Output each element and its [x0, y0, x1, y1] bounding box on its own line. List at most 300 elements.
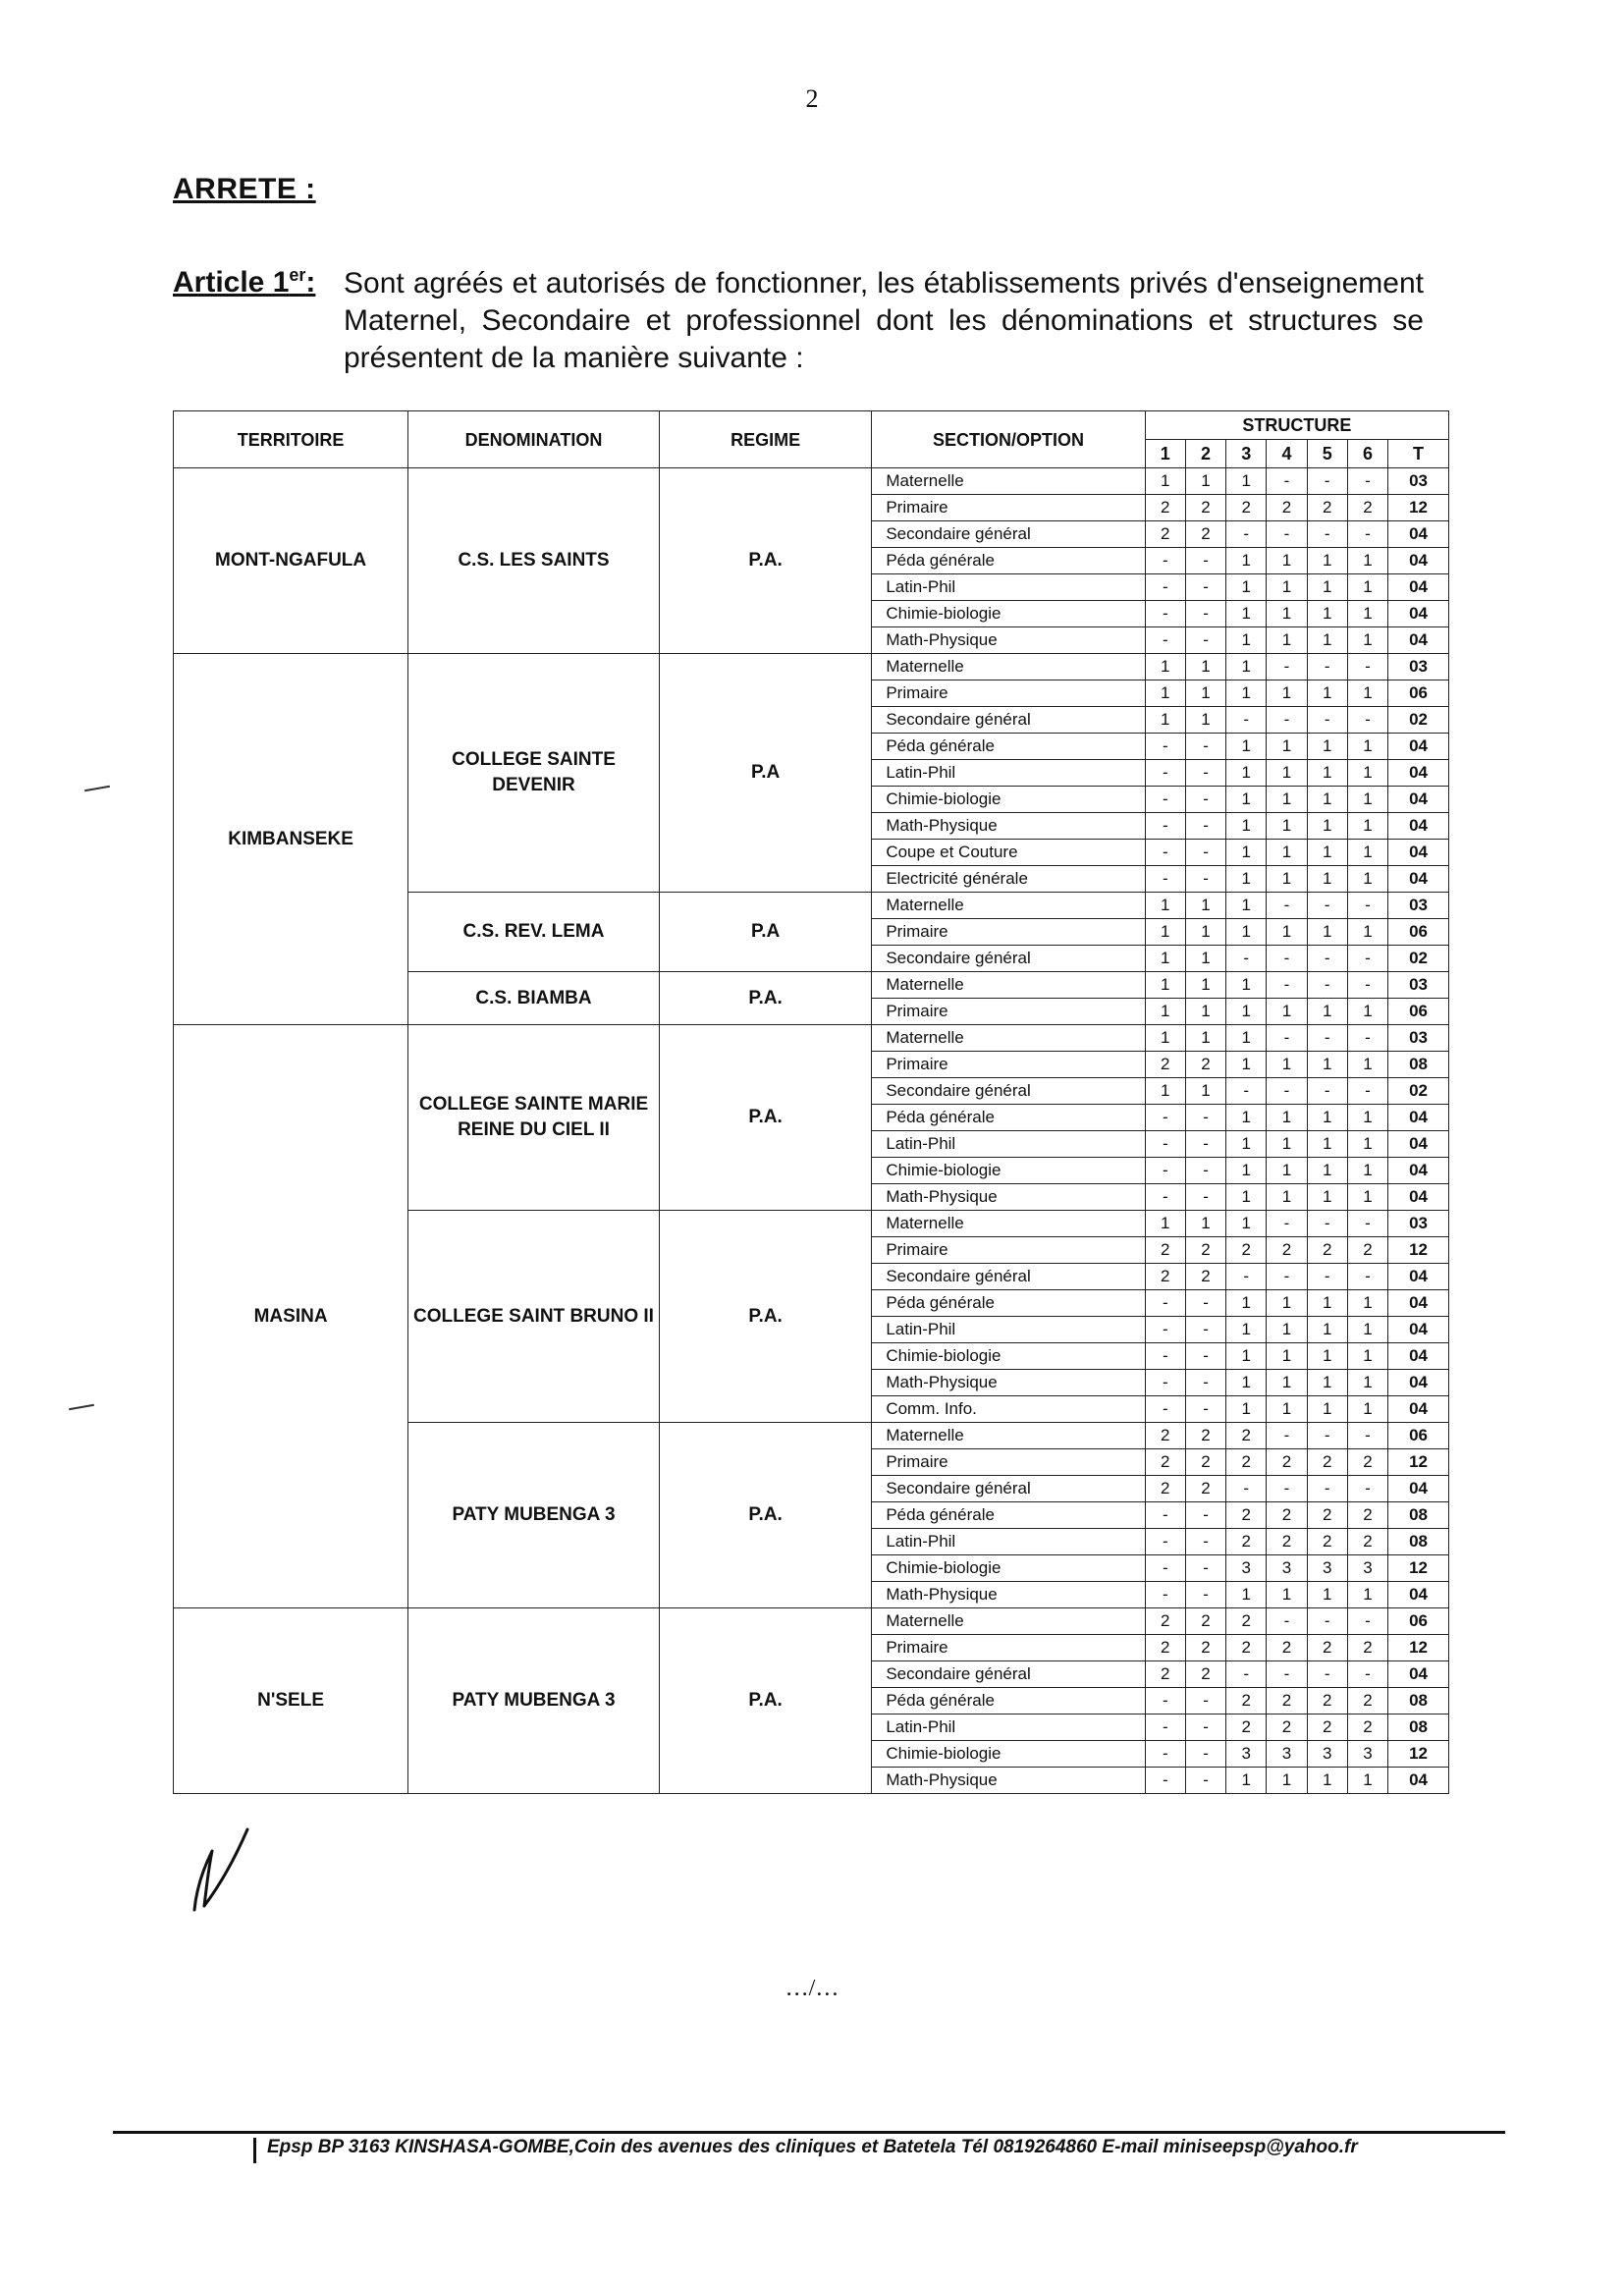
- structure-value: 1: [1226, 813, 1267, 840]
- header-structure: STRUCTURE: [1145, 411, 1448, 440]
- structure-value: -: [1226, 1476, 1267, 1502]
- structure-value: 1: [1267, 1370, 1307, 1396]
- structure-value: -: [1185, 1741, 1225, 1768]
- structure-value: -: [1145, 548, 1185, 574]
- structure-value: 2: [1267, 1237, 1307, 1264]
- structure-value: 2: [1307, 1714, 1347, 1741]
- section-option: Latin-Phil: [872, 1714, 1145, 1741]
- structure-value: 1: [1226, 1343, 1267, 1370]
- structure-value: 2: [1145, 1237, 1185, 1264]
- structure-value: -: [1185, 840, 1225, 866]
- structure-value: -: [1185, 1317, 1225, 1343]
- structure-total: 12: [1388, 1635, 1449, 1661]
- structure-value: 1: [1185, 919, 1225, 946]
- section-option: Secondaire général: [872, 707, 1145, 734]
- structure-value: -: [1307, 946, 1347, 972]
- structure-value: -: [1145, 1158, 1185, 1184]
- structure-value: 1: [1307, 734, 1347, 760]
- structure-value: 2: [1267, 1529, 1307, 1555]
- structure-value: 1: [1307, 919, 1347, 946]
- structure-total: 04: [1388, 627, 1449, 654]
- structure-value: -: [1226, 707, 1267, 734]
- section-option: Secondaire général: [872, 1078, 1145, 1105]
- structure-value: 2: [1267, 1688, 1307, 1714]
- table-row: [174, 654, 1449, 680]
- structure-total: 03: [1388, 468, 1449, 495]
- structure-value: 1: [1226, 1052, 1267, 1078]
- structure-value: 1: [1267, 1105, 1307, 1131]
- section-option: Secondaire général: [872, 1476, 1145, 1502]
- structure-value: 2: [1307, 1237, 1347, 1264]
- structure-value: 2: [1226, 1529, 1267, 1555]
- structure-value: 1: [1226, 1105, 1267, 1131]
- structure-value: 2: [1145, 1423, 1185, 1449]
- structure-value: 1: [1267, 1582, 1307, 1608]
- structure-total: 04: [1388, 734, 1449, 760]
- structure-value: 2: [1145, 1264, 1185, 1290]
- structure-value: 1: [1226, 919, 1267, 946]
- structure-value: 1: [1347, 1105, 1387, 1131]
- structure-value: 1: [1267, 1184, 1307, 1211]
- structure-value: 1: [1267, 760, 1307, 787]
- structure-value: -: [1307, 1608, 1347, 1635]
- structure-value: 2: [1185, 1661, 1225, 1688]
- structure-total: 12: [1388, 1237, 1449, 1264]
- structure-value: 1: [1145, 654, 1185, 680]
- structure-value: 1: [1185, 468, 1225, 495]
- section-option: Maternelle: [872, 1211, 1145, 1237]
- structure-value: -: [1185, 1502, 1225, 1529]
- section-option: Primaire: [872, 1052, 1145, 1078]
- structure-value: 1: [1226, 1317, 1267, 1343]
- structure-value: 1: [1267, 680, 1307, 707]
- structure-total: 04: [1388, 866, 1449, 893]
- structure-total: 02: [1388, 1078, 1449, 1105]
- structure-value: 1: [1267, 999, 1307, 1025]
- structure-value: -: [1185, 1555, 1225, 1582]
- structure-value: 3: [1347, 1555, 1387, 1582]
- structure-total: 04: [1388, 1131, 1449, 1158]
- structure-value: 1: [1145, 468, 1185, 495]
- structure-value: -: [1185, 574, 1225, 601]
- structure-value: 3: [1307, 1741, 1347, 1768]
- school-regime: P.A.: [659, 1211, 871, 1423]
- structure-value: -: [1185, 1343, 1225, 1370]
- section-option: Péda générale: [872, 1290, 1145, 1317]
- structure-value: -: [1145, 734, 1185, 760]
- structure-value: -: [1267, 1264, 1307, 1290]
- structure-value: -: [1347, 468, 1387, 495]
- section-option: Maternelle: [872, 1423, 1145, 1449]
- structure-value: -: [1267, 468, 1307, 495]
- section-option: Chimie-biologie: [872, 601, 1145, 627]
- structure-value: -: [1267, 1661, 1307, 1688]
- structure-value: 2: [1185, 1237, 1225, 1264]
- structure-total: 04: [1388, 521, 1449, 548]
- section-option: Péda générale: [872, 548, 1145, 574]
- structure-total: 04: [1388, 1476, 1449, 1502]
- structure-value: -: [1307, 1025, 1347, 1052]
- section-option: Péda générale: [872, 1502, 1145, 1529]
- structure-value: 1: [1226, 1582, 1267, 1608]
- structure-total: 06: [1388, 999, 1449, 1025]
- school-regime: P.A.: [659, 972, 871, 1025]
- structure-value: 2: [1267, 1714, 1307, 1741]
- section-option: Electricité générale: [872, 866, 1145, 893]
- section-option: Primaire: [872, 1237, 1145, 1264]
- header-col: 2: [1185, 440, 1225, 468]
- structure-total: 04: [1388, 1343, 1449, 1370]
- structure-value: -: [1145, 1582, 1185, 1608]
- structure-value: 1: [1307, 627, 1347, 654]
- structure-value: 1: [1347, 1184, 1387, 1211]
- structure-value: 2: [1307, 495, 1347, 521]
- structure-value: -: [1145, 760, 1185, 787]
- structure-value: -: [1185, 1184, 1225, 1211]
- structure-value: -: [1185, 760, 1225, 787]
- structure-value: 1: [1267, 813, 1307, 840]
- structure-value: -: [1267, 946, 1307, 972]
- header-col: 4: [1267, 440, 1307, 468]
- structure-value: -: [1185, 1396, 1225, 1423]
- structure-total: 06: [1388, 1423, 1449, 1449]
- structure-value: 1: [1226, 574, 1267, 601]
- structure-value: 1: [1267, 627, 1307, 654]
- section-option: Math-Physique: [872, 627, 1145, 654]
- structure-value: 2: [1145, 1476, 1185, 1502]
- structure-value: 2: [1226, 1635, 1267, 1661]
- structure-value: 1: [1226, 1158, 1267, 1184]
- header-col: 5: [1307, 440, 1347, 468]
- structure-total: 04: [1388, 1290, 1449, 1317]
- header-col-total: T: [1388, 440, 1449, 468]
- section-option: Maternelle: [872, 1025, 1145, 1052]
- structure-total: 12: [1388, 1741, 1449, 1768]
- structure-value: 1: [1307, 999, 1347, 1025]
- school-name: COLLEGE SAINTE MARIE REINE DU CIEL II: [408, 1025, 660, 1211]
- structure-value: -: [1307, 972, 1347, 999]
- section-option: Latin-Phil: [872, 574, 1145, 601]
- structure-value: -: [1145, 1290, 1185, 1317]
- structure-total: 06: [1388, 919, 1449, 946]
- structure-value: 2: [1185, 1423, 1225, 1449]
- section-option: Chimie-biologie: [872, 1741, 1145, 1768]
- section-option: Latin-Phil: [872, 1131, 1145, 1158]
- structure-value: 2: [1347, 1635, 1387, 1661]
- structure-value: 1: [1226, 1211, 1267, 1237]
- structure-total: 04: [1388, 1184, 1449, 1211]
- structure-value: -: [1226, 521, 1267, 548]
- section-option: Math-Physique: [872, 1768, 1145, 1794]
- structure-value: -: [1347, 707, 1387, 734]
- structure-value: 1: [1226, 787, 1267, 813]
- schools-structure-table: [173, 410, 1449, 1794]
- school-name: C.S. REV. LEMA: [408, 893, 660, 972]
- structure-value: 1: [1267, 1131, 1307, 1158]
- structure-value: 1: [1347, 999, 1387, 1025]
- header-territoire: TERRITOIRE: [174, 411, 408, 468]
- structure-value: -: [1185, 627, 1225, 654]
- school-regime: P.A.: [659, 1608, 871, 1794]
- structure-value: -: [1145, 1184, 1185, 1211]
- structure-value: 1: [1226, 548, 1267, 574]
- structure-value: 1: [1347, 1052, 1387, 1078]
- structure-value: 2: [1145, 1635, 1185, 1661]
- structure-value: -: [1185, 1714, 1225, 1741]
- structure-total: 08: [1388, 1529, 1449, 1555]
- structure-total: 08: [1388, 1502, 1449, 1529]
- structure-value: 1: [1347, 1317, 1387, 1343]
- structure-value: 1: [1347, 734, 1387, 760]
- structure-value: 1: [1226, 760, 1267, 787]
- article-label-text: Article 1: [173, 266, 290, 299]
- structure-value: -: [1347, 1025, 1387, 1052]
- structure-value: 1: [1267, 919, 1307, 946]
- structure-total: 04: [1388, 601, 1449, 627]
- section-option: Math-Physique: [872, 1582, 1145, 1608]
- structure-total: 08: [1388, 1688, 1449, 1714]
- structure-value: 2: [1185, 1635, 1225, 1661]
- structure-value: 1: [1307, 1317, 1347, 1343]
- structure-value: 2: [1185, 1052, 1225, 1078]
- header-denomination: DENOMINATION: [408, 411, 660, 468]
- structure-value: -: [1267, 1608, 1307, 1635]
- structure-value: 1: [1267, 1396, 1307, 1423]
- structure-value: 2: [1347, 1449, 1387, 1476]
- section-option: Latin-Phil: [872, 760, 1145, 787]
- structure-total: 12: [1388, 495, 1449, 521]
- structure-value: -: [1307, 1211, 1347, 1237]
- structure-value: 2: [1185, 1264, 1225, 1290]
- structure-total: 04: [1388, 840, 1449, 866]
- school-regime: P.A: [659, 893, 871, 972]
- section-option: Math-Physique: [872, 1370, 1145, 1396]
- structure-value: 1: [1145, 999, 1185, 1025]
- article-label-sup: er: [289, 265, 306, 285]
- school-regime: P.A.: [659, 1423, 871, 1608]
- structure-value: 2: [1307, 1449, 1347, 1476]
- structure-value: 1: [1347, 1343, 1387, 1370]
- structure-value: 3: [1226, 1555, 1267, 1582]
- table-row: [174, 1608, 1449, 1635]
- structure-value: 1: [1185, 1211, 1225, 1237]
- section-option: Primaire: [872, 495, 1145, 521]
- structure-value: 1: [1307, 1290, 1347, 1317]
- structure-value: -: [1185, 1131, 1225, 1158]
- structure-value: 1: [1185, 707, 1225, 734]
- structure-value: 1: [1226, 1290, 1267, 1317]
- structure-value: -: [1185, 1529, 1225, 1555]
- header-section-option: SECTION/OPTION: [872, 411, 1145, 468]
- structure-value: -: [1185, 1158, 1225, 1184]
- section-option: Secondaire général: [872, 1661, 1145, 1688]
- school-name: PATY MUBENGA 3: [408, 1608, 660, 1794]
- structure-value: 1: [1347, 601, 1387, 627]
- structure-value: -: [1347, 1476, 1387, 1502]
- section-option: Chimie-biologie: [872, 1343, 1145, 1370]
- structure-value: 1: [1226, 680, 1267, 707]
- structure-value: 1: [1347, 1768, 1387, 1794]
- section-option: Primaire: [872, 999, 1145, 1025]
- school-regime: P.A: [659, 654, 871, 893]
- structure-value: -: [1145, 574, 1185, 601]
- structure-value: 1: [1185, 946, 1225, 972]
- continuation-mark: …/…: [785, 1976, 839, 2001]
- territory-name: MONT-NGAFULA: [174, 468, 408, 654]
- table-row: [174, 468, 1449, 495]
- structure-value: 1: [1307, 1343, 1347, 1370]
- margin-mark: [84, 786, 110, 791]
- section-option: Secondaire général: [872, 521, 1145, 548]
- structure-value: 1: [1226, 734, 1267, 760]
- structure-value: 1: [1226, 654, 1267, 680]
- structure-value: 1: [1267, 1317, 1307, 1343]
- header-col: 3: [1226, 440, 1267, 468]
- structure-value: 1: [1347, 627, 1387, 654]
- structure-value: 1: [1307, 760, 1347, 787]
- structure-total: 04: [1388, 813, 1449, 840]
- page-number: 2: [805, 84, 819, 113]
- structure-value: -: [1267, 1423, 1307, 1449]
- structure-value: 1: [1267, 548, 1307, 574]
- structure-value: 2: [1226, 1237, 1267, 1264]
- structure-value: -: [1226, 1661, 1267, 1688]
- structure-value: 1: [1347, 574, 1387, 601]
- structure-value: -: [1145, 627, 1185, 654]
- structure-value: 1: [1347, 787, 1387, 813]
- structure-value: 2: [1226, 1608, 1267, 1635]
- structure-total: 08: [1388, 1052, 1449, 1078]
- structure-value: 1: [1267, 1290, 1307, 1317]
- structure-value: -: [1145, 866, 1185, 893]
- structure-value: -: [1145, 1555, 1185, 1582]
- article-label: [173, 265, 315, 299]
- structure-value: 2: [1267, 495, 1307, 521]
- structure-value: 1: [1307, 1131, 1347, 1158]
- structure-value: 1: [1145, 707, 1185, 734]
- structure-value: -: [1185, 1105, 1225, 1131]
- structure-value: 2: [1307, 1688, 1347, 1714]
- structure-value: 2: [1185, 1608, 1225, 1635]
- structure-value: 1: [1226, 999, 1267, 1025]
- structure-total: 04: [1388, 1105, 1449, 1131]
- structure-total: 04: [1388, 1582, 1449, 1608]
- structure-value: 1: [1267, 866, 1307, 893]
- structure-value: 1: [1307, 1396, 1347, 1423]
- structure-value: 2: [1145, 1608, 1185, 1635]
- section-option: Primaire: [872, 680, 1145, 707]
- structure-value: 2: [1267, 1449, 1307, 1476]
- structure-value: -: [1185, 601, 1225, 627]
- structure-value: 2: [1145, 495, 1185, 521]
- section-option: Maternelle: [872, 654, 1145, 680]
- structure-value: 1: [1267, 1158, 1307, 1184]
- structure-value: -: [1185, 1370, 1225, 1396]
- structure-total: 04: [1388, 1317, 1449, 1343]
- structure-value: -: [1347, 521, 1387, 548]
- structure-value: -: [1347, 972, 1387, 999]
- structure-value: 1: [1267, 1052, 1307, 1078]
- school-regime: P.A.: [659, 468, 871, 654]
- section-option: Chimie-biologie: [872, 787, 1145, 813]
- header-regime: REGIME: [659, 411, 871, 468]
- structure-value: 2: [1145, 521, 1185, 548]
- structure-total: 04: [1388, 760, 1449, 787]
- structure-value: -: [1145, 1768, 1185, 1794]
- structure-value: -: [1307, 1078, 1347, 1105]
- structure-value: 1: [1226, 627, 1267, 654]
- structure-value: -: [1185, 1582, 1225, 1608]
- section-option: Primaire: [872, 919, 1145, 946]
- structure-value: 1: [1347, 1370, 1387, 1396]
- structure-value: -: [1145, 1105, 1185, 1131]
- structure-value: 3: [1267, 1555, 1307, 1582]
- structure-value: -: [1307, 1661, 1347, 1688]
- structure-value: -: [1267, 1476, 1307, 1502]
- structure-value: 1: [1145, 972, 1185, 999]
- structure-value: 1: [1226, 972, 1267, 999]
- structure-value: 1: [1307, 813, 1347, 840]
- structure-value: -: [1307, 1423, 1347, 1449]
- structure-value: -: [1307, 707, 1347, 734]
- structure-value: -: [1267, 972, 1307, 999]
- structure-value: -: [1185, 1688, 1225, 1714]
- structure-value: -: [1307, 893, 1347, 919]
- structure-value: 2: [1145, 1661, 1185, 1688]
- structure-value: -: [1267, 1025, 1307, 1052]
- section-option: Péda générale: [872, 1105, 1145, 1131]
- structure-value: 1: [1307, 1768, 1347, 1794]
- structure-total: 04: [1388, 548, 1449, 574]
- structure-value: 1: [1347, 919, 1387, 946]
- section-option: Maternelle: [872, 468, 1145, 495]
- structure-value: 1: [1226, 1396, 1267, 1423]
- structure-value: 1: [1347, 866, 1387, 893]
- school-name: COLLEGE SAINT BRUNO II: [408, 1211, 660, 1423]
- structure-value: -: [1145, 840, 1185, 866]
- school-name: COLLEGE SAINTE DEVENIR: [408, 654, 660, 893]
- school-name: C.S. BIAMBA: [408, 972, 660, 1025]
- structure-value: 2: [1185, 1476, 1225, 1502]
- structure-value: -: [1185, 813, 1225, 840]
- structure-value: -: [1347, 946, 1387, 972]
- structure-value: 2: [1347, 1237, 1387, 1264]
- structure-value: -: [1185, 1290, 1225, 1317]
- structure-value: -: [1145, 1343, 1185, 1370]
- structure-value: -: [1145, 1317, 1185, 1343]
- structure-value: 1: [1226, 468, 1267, 495]
- structure-value: 2: [1267, 1635, 1307, 1661]
- structure-value: 1: [1226, 893, 1267, 919]
- structure-total: 02: [1388, 946, 1449, 972]
- structure-value: 2: [1307, 1502, 1347, 1529]
- structure-total: 03: [1388, 893, 1449, 919]
- structure-value: -: [1145, 1370, 1185, 1396]
- structure-total: 12: [1388, 1555, 1449, 1582]
- structure-total: 04: [1388, 574, 1449, 601]
- structure-value: 1: [1307, 1158, 1347, 1184]
- territory-name: KIMBANSEKE: [174, 654, 408, 1025]
- structure-value: 2: [1185, 521, 1225, 548]
- territory-name: N'SELE: [174, 1608, 408, 1794]
- structure-value: 1: [1267, 734, 1307, 760]
- structure-value: 1: [1347, 813, 1387, 840]
- footer-address: Epsp BP 3163 KINSHASA-GOMBE,Coin des avenues des cliniques et Batetela Tél 0819264860 E-mail miniseepsp@yahoo.fr: [267, 2137, 1358, 2157]
- table-row: [174, 1025, 1449, 1052]
- structure-total: 08: [1388, 1714, 1449, 1741]
- structure-value: -: [1185, 787, 1225, 813]
- section-option: Maternelle: [872, 972, 1145, 999]
